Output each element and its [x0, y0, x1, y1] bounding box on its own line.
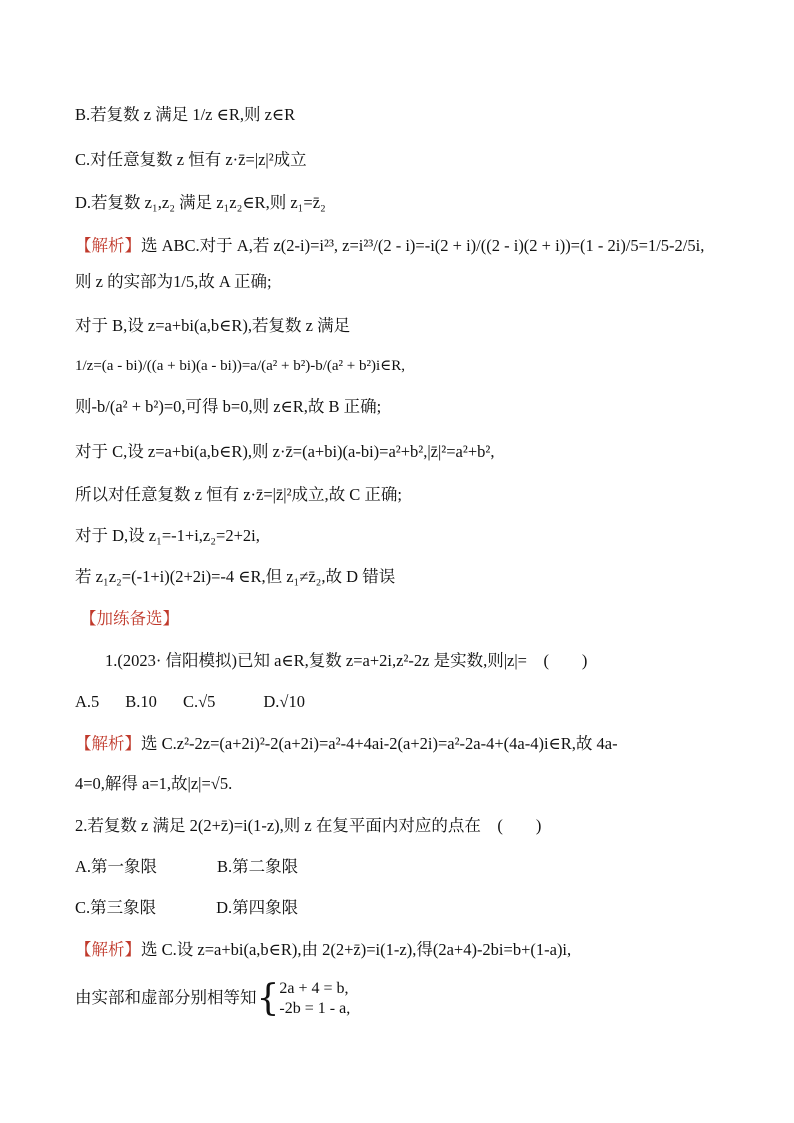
- equation-1: 2a + 4 = b,: [279, 980, 349, 998]
- option-b-line: B.若复数 z 满足 1/z ∈R,则 z∈R: [75, 105, 296, 124]
- option-a: A.5: [75, 692, 100, 711]
- analysis-line: 对于 C,设 z=a+bi(a,b∈R),则 z·z̄=(a+bi)(a-bi)=a²+b²,|z̄|²=a²+b²,: [75, 442, 495, 461]
- question-1: 1.(2023· 信阳模拟)已知 a∈R,复数 z=a+2i,z²-2z 是实数,则|z|= ( ): [105, 651, 588, 670]
- answer-2-system-line: [75, 978, 754, 1019]
- answer-2-text: 选 C.设 z=a+bi(a,b∈R),由 2(2+z̄)=i(1-z),得(2a+4)-2bi=b+(1-a)i,: [141, 940, 572, 959]
- answer-1-line: [75, 733, 754, 755]
- equation-2: -2b = 1 - a,: [279, 1000, 351, 1018]
- analysis-line: [75, 235, 754, 257]
- option-b: B.第二象限: [217, 857, 299, 876]
- option-d: D.√10: [263, 692, 305, 711]
- option-d: D.第四象限: [216, 898, 299, 917]
- analysis-tag: 【解析】: [75, 940, 141, 959]
- option-c: C.第三象限: [75, 898, 157, 917]
- option-c-line: C.对任意复数 z 恒有 z·z̄=|z|²成立: [75, 150, 307, 169]
- formula-line: 1/z=(a - bi)/((a + bi)(a - bi))=a/(a² + b²)-b/(a² + b²)i∈R,: [75, 358, 406, 374]
- equation-system: [279, 979, 350, 1019]
- answer-2-line: [75, 939, 754, 961]
- answer-1-line: 4=0,解得 a=1,故|z|=√5.: [75, 774, 233, 793]
- analysis-tag: 【解析】: [75, 236, 141, 255]
- option-c: C.√5: [182, 692, 216, 711]
- analysis-line: 则-b/(a² + b²)=0,可得 b=0,则 z∈R,故 B 正确;: [75, 397, 382, 416]
- system-intro: 由实部和虚部分别相等知: [75, 988, 257, 1007]
- analysis-line: 若 z₁z₂=(-1+i)(2+2i)=-4 ∈R,但 z₁≠z̄₂,故 D 错误: [75, 567, 396, 586]
- option-d-line: D.若复数 z₁,z₂ 满足 z₁z₂∈R,则 z₁=z̄₂: [75, 193, 326, 212]
- left-brace-icon: {: [256, 978, 280, 1020]
- option-a: A.第一象限: [75, 857, 158, 876]
- analysis-line: 所以对任意复数 z 恒有 z·z̄=|z̄|²成立,故 C 正确;: [75, 485, 402, 504]
- analysis-tag: 【解析】: [75, 734, 141, 753]
- question-1-options: [75, 691, 754, 713]
- analysis-text: 选 ABC.对于 A,若 z(2-i)=i²³, z=i²³/(2 - i)=-i(2 + i)/((2 - i)(2 + i))=(1 - 2i)/5=1/5-2/5i,: [141, 236, 705, 255]
- question-2: 2.若复数 z 满足 2(2+z̄)=i(1-z),则 z 在复平面内对应的点在 ( ): [75, 816, 542, 835]
- option-b: B.10: [125, 692, 157, 711]
- analysis-line: 对于 B,设 z=a+bi(a,b∈R),若复数 z 满足: [75, 316, 351, 335]
- analysis-line: 对于 D,设 z₁=-1+i,z₂=2+2i,: [75, 526, 260, 545]
- question-2-options-row1: [75, 856, 754, 878]
- section-heading: 【加练备选】: [80, 609, 179, 628]
- answer-1-text: 选 C.z²-2z=(a+2i)²-2(a+2i)=a²-4+4ai-2(a+2i)=a²-2a-4+(4a-4)i∈R,故 4a-: [141, 734, 618, 753]
- analysis-line: 则 z 的实部为1/5,故 A 正确;: [75, 272, 272, 291]
- question-2-options-row2: [75, 897, 754, 919]
